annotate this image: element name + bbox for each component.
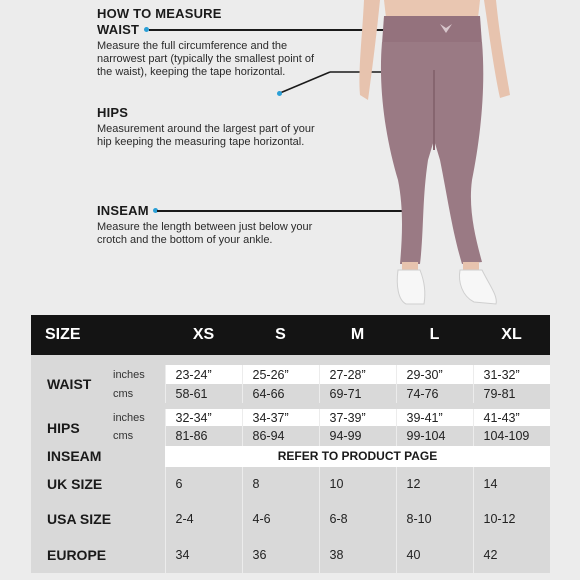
guide-title: HOW TO MEASURE bbox=[97, 6, 222, 21]
uk-size-xl: 14 bbox=[473, 467, 550, 501]
usa-size-m: 6-8 bbox=[319, 501, 396, 537]
guide-hips-block bbox=[97, 105, 322, 149]
hips-inches-l: 39-41” bbox=[396, 409, 473, 426]
uk-size-xs: 6 bbox=[165, 467, 242, 501]
hips-cms-s: 86-94 bbox=[242, 426, 319, 446]
usa-size-s: 4-6 bbox=[242, 501, 319, 537]
hips-inches-unit: inches bbox=[113, 409, 165, 426]
waist-cms-unit: cms bbox=[113, 384, 165, 403]
waist-heading: WAIST bbox=[97, 22, 140, 37]
waist-cms-l: 74-76 bbox=[396, 384, 473, 403]
inseam-instructions: Measure the length between just below your crotch and the bottom of your ankle. bbox=[97, 221, 313, 246]
usa-size-label: USA SIZE bbox=[31, 501, 165, 537]
hips-cms-l: 99-104 bbox=[396, 426, 473, 446]
hips-cms-m: 94-99 bbox=[319, 426, 396, 446]
table-spacer bbox=[31, 355, 550, 365]
europe-size-m: 38 bbox=[319, 537, 396, 573]
inseam-note: REFER TO PRODUCT PAGE bbox=[165, 446, 550, 466]
waist-cms-m: 69-71 bbox=[319, 384, 396, 403]
uk-size-l: 12 bbox=[396, 467, 473, 501]
waist-inches-row bbox=[31, 365, 550, 384]
inseam-heading: INSEAM bbox=[97, 203, 149, 218]
hips-heading: HIPS bbox=[97, 105, 129, 120]
size-xl-header: XL bbox=[501, 326, 522, 344]
europe-size-xs: 34 bbox=[165, 537, 242, 573]
waist-inches-unit: inches bbox=[113, 365, 165, 384]
europe-size-l: 40 bbox=[396, 537, 473, 573]
waist-cms-xs: 58-61 bbox=[165, 384, 242, 403]
size-chart-table bbox=[31, 315, 550, 573]
europe-size-s: 36 bbox=[242, 537, 319, 573]
hips-inches-xl: 41-43” bbox=[473, 409, 550, 426]
europe-size-label: EUROPE bbox=[31, 537, 165, 573]
size-l-header: L bbox=[429, 326, 440, 344]
hips-instructions: Measurement around the largest part of your hip keeping the measuring tape horizontal. bbox=[97, 123, 315, 148]
waist-inches-l: 29-30” bbox=[396, 365, 473, 384]
europe-size-row bbox=[31, 537, 550, 573]
hips-inches-row bbox=[31, 409, 550, 426]
hips-inches-xs: 32-34” bbox=[165, 409, 242, 426]
waist-inches-xl: 31-32” bbox=[473, 365, 550, 384]
usa-size-xs: 2-4 bbox=[165, 501, 242, 537]
europe-size-xl: 42 bbox=[473, 537, 550, 573]
hips-dot-left bbox=[277, 91, 282, 96]
model-leggings-illustration bbox=[340, 0, 540, 310]
usa-size-xl: 10-12 bbox=[473, 501, 550, 537]
size-header-row bbox=[31, 315, 550, 355]
hips-cms-xs: 81-86 bbox=[165, 426, 242, 446]
usa-size-row bbox=[31, 501, 550, 537]
hips-inches-m: 37-39” bbox=[319, 409, 396, 426]
size-m-header: M bbox=[350, 326, 365, 344]
hips-cms-xl: 104-109 bbox=[473, 426, 550, 446]
waist-inches-xs: 23-24” bbox=[165, 365, 242, 384]
inseam-row-label: INSEAM bbox=[31, 446, 113, 466]
hips-row-label: HIPS bbox=[31, 409, 113, 446]
hips-inches-s: 34-37” bbox=[242, 409, 319, 426]
uk-size-m: 10 bbox=[319, 467, 396, 501]
waist-inches-s: 25-26” bbox=[242, 365, 319, 384]
size-header-label: SIZE bbox=[45, 326, 81, 344]
uk-size-s: 8 bbox=[242, 467, 319, 501]
waist-instructions: Measure the full circumference and the narrowest part (typically the smallest point of the waist), keeping the tape horizontal. bbox=[97, 40, 315, 78]
waist-cms-s: 64-66 bbox=[242, 384, 319, 403]
waist-row-label: WAIST bbox=[31, 365, 113, 403]
usa-size-l: 8-10 bbox=[396, 501, 473, 537]
waist-cms-xl: 79-81 bbox=[473, 384, 550, 403]
uk-size-label: UK SIZE bbox=[31, 467, 165, 501]
hips-cms-unit: cms bbox=[113, 426, 165, 446]
size-xs-header: XS bbox=[192, 326, 215, 344]
inseam-row bbox=[31, 446, 550, 466]
waist-inches-m: 27-28” bbox=[319, 365, 396, 384]
size-s-header: S bbox=[275, 326, 286, 344]
uk-size-row bbox=[31, 467, 550, 501]
